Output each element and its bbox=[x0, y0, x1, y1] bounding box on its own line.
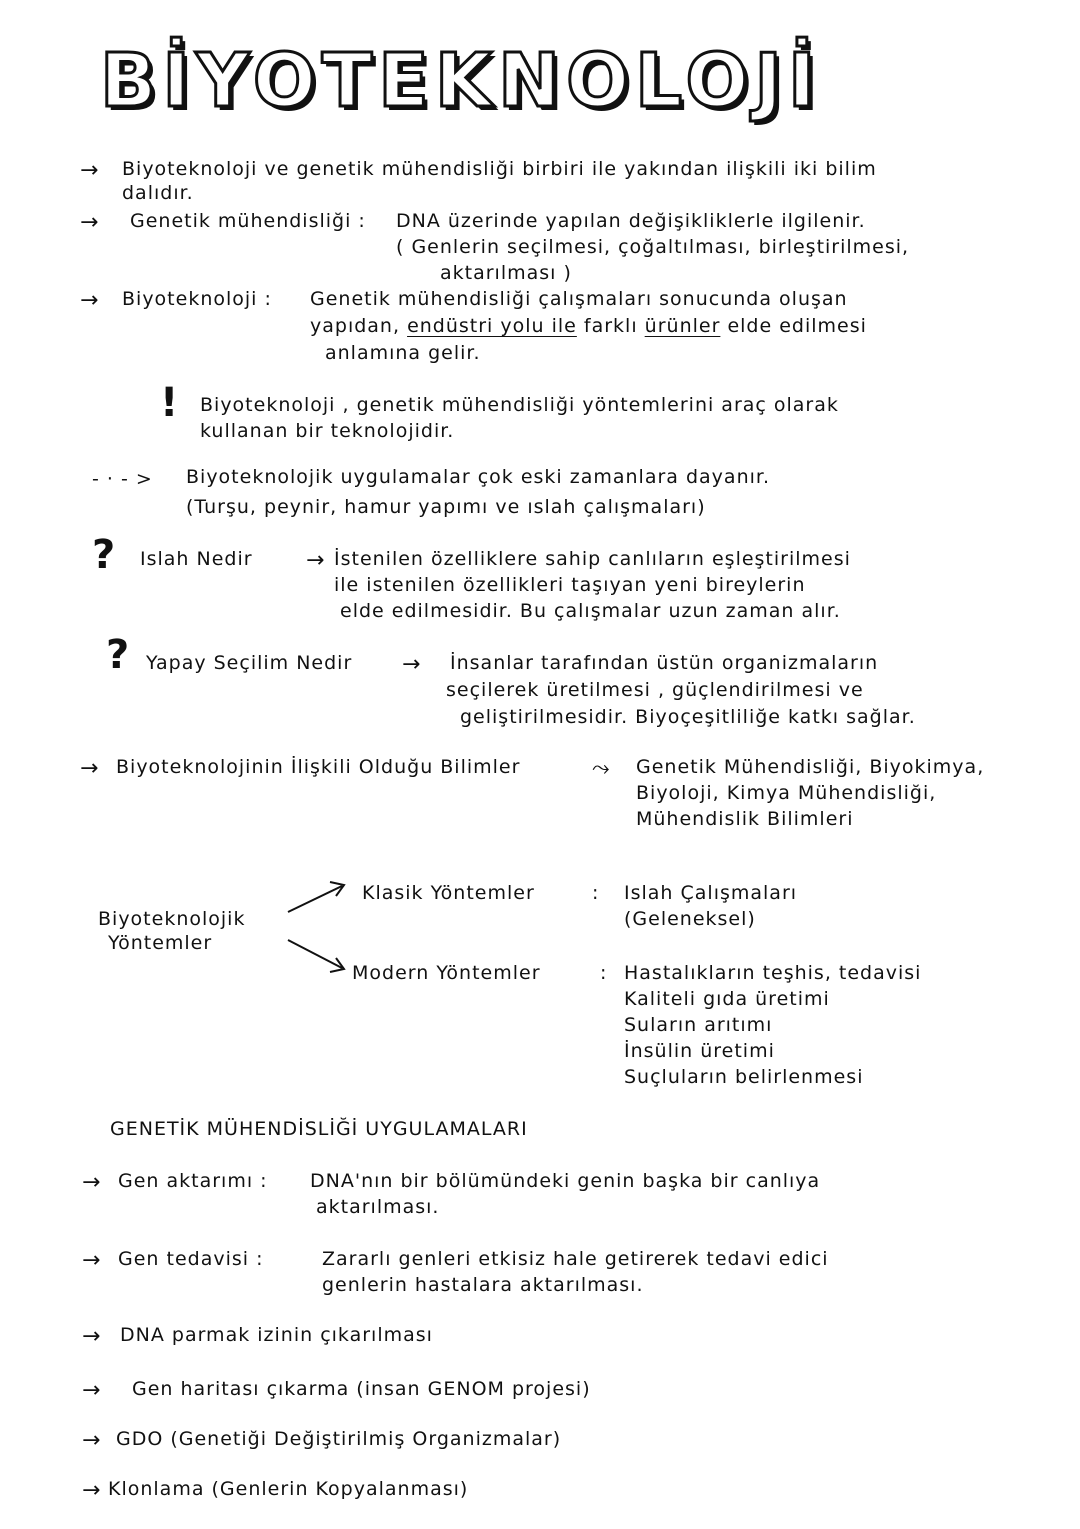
artificial-line-2: seçilerek üretilmesi , güçlendirilmesi ve bbox=[446, 679, 864, 701]
gene-transfer-label: Gen aktarımı : bbox=[118, 1170, 268, 1192]
arrow-icon: → bbox=[82, 1248, 101, 1273]
arrow-icon: → bbox=[82, 1170, 101, 1195]
gene-therapy-label: Gen tedavisi : bbox=[118, 1248, 264, 1270]
classic-line-2: (Geleneksel) bbox=[624, 908, 756, 930]
dashed-arrow-icon: - · - > bbox=[92, 468, 153, 490]
curly-arrow-icon: ⤳ bbox=[592, 756, 610, 781]
dna-fingerprint: DNA parmak izinin çıkarılması bbox=[120, 1324, 433, 1346]
gmo: GDO (Genetiği Değiştirilmiş Organizmalar) bbox=[116, 1428, 562, 1450]
artificial-line-3: geliştirilmesidir. Biyoçeşitliliğe katkı sağlar. bbox=[460, 706, 916, 728]
gene-transfer-line-2: aktarılması. bbox=[316, 1196, 440, 1218]
modern-item: Suların arıtımı bbox=[624, 1014, 773, 1036]
biotech-def-line-1: Genetik mühendisliği çalışmaları sonucunda oluşan bbox=[310, 288, 848, 310]
biotech-def-label: Biyoteknoloji : bbox=[122, 288, 272, 310]
islah-label: Islah Nedir bbox=[140, 548, 253, 570]
applications-heading: GENETİK MÜHENDİSLİĞİ UYGULAMALARI bbox=[110, 1118, 528, 1140]
gene-therapy-line-2: genlerin hastalara aktarılması. bbox=[322, 1274, 644, 1296]
arrow-icon: → bbox=[306, 548, 325, 573]
biotech-def-line-2e: elde edilmesi bbox=[727, 315, 867, 337]
genetic-eng-line-3: aktarılması ) bbox=[440, 262, 572, 284]
question-icon: ? bbox=[92, 532, 116, 578]
arrow-icon: → bbox=[82, 1324, 101, 1349]
modern-item: Kaliteli gıda üretimi bbox=[624, 988, 830, 1010]
note-line-1: Biyoteknoloji , genetik mühendisliği yöntemlerini araç olarak bbox=[200, 394, 839, 416]
arrow-icon: → bbox=[80, 158, 99, 183]
note-line-2: kullanan bir teknolojidir. bbox=[200, 420, 455, 442]
genetic-eng-label: Genetik mühendisliği : bbox=[130, 210, 366, 232]
biotech-def-line-3: anlamına gelir. bbox=[325, 342, 481, 364]
methods-root-line-2: Yöntemler bbox=[108, 932, 213, 954]
related-line-2: Biyoloji, Kimya Mühendisliği, bbox=[636, 782, 937, 804]
gene-therapy-line-1: Zararlı genleri etkisiz hale getirerek tedavi edici bbox=[322, 1248, 829, 1270]
cloning: Klonlama (Genlerin Kopyalanması) bbox=[108, 1478, 469, 1500]
classic-branch-line bbox=[288, 886, 342, 912]
arrow-icon: → bbox=[82, 1428, 101, 1453]
modern-item: Hastalıkların teşhis, tedavisi bbox=[624, 962, 922, 984]
arrow-icon: → bbox=[80, 288, 99, 313]
gene-transfer-line-1: DNA'nın bir bölümündeki genin başka bir canlıya bbox=[310, 1170, 821, 1192]
modern-colon: : bbox=[600, 962, 608, 984]
artificial-label: Yapay Seçilim Nedir bbox=[146, 652, 353, 674]
genetic-eng-line-1: DNA üzerinde yapılan değişikliklerle ilgilenir. bbox=[396, 210, 866, 232]
classic-colon: : bbox=[592, 882, 600, 904]
intro-line-1: Biyoteknoloji ve genetik mühendisliği birbiri ile yakından ilişkili iki bilim bbox=[122, 158, 877, 180]
question-icon: ? bbox=[106, 632, 130, 678]
islah-line-1: İstenilen özelliklere sahip canlıların eşleştirilmesi bbox=[334, 548, 851, 570]
arrow-icon: → bbox=[80, 210, 99, 235]
modern-item: İnsülin üretimi bbox=[624, 1040, 775, 1062]
classic-line-1: Islah Çalışmaları bbox=[624, 882, 798, 904]
biotech-def-line-2a: yapıdan, bbox=[310, 315, 401, 337]
islah-line-3: elde edilmesidir. Bu çalışmalar uzun zaman alır. bbox=[340, 600, 841, 622]
history-line-2: (Turşu, peynir, hamur yapımı ve ıslah çalışmaları) bbox=[186, 496, 706, 518]
arrow-icon: → bbox=[82, 1478, 101, 1503]
modern-branch-line bbox=[288, 940, 342, 968]
arrow-icon: → bbox=[82, 1378, 101, 1403]
arrow-icon: → bbox=[80, 756, 99, 781]
related-label: Biyoteknolojinin İlişkili Olduğu Bilimler bbox=[116, 756, 521, 778]
related-line-3: Mühendislik Bilimleri bbox=[636, 808, 854, 830]
methods-root-line-1: Biyoteknolojik bbox=[98, 908, 246, 930]
history-line-1: Biyoteknolojik uygulamalar çok eski zamanlara dayanır. bbox=[186, 466, 770, 488]
islah-line-2: ile istenilen özellikleri taşıyan yeni bireylerin bbox=[334, 574, 806, 596]
biotech-def-line-2d: ürünler bbox=[644, 315, 721, 337]
related-line-1: Genetik Mühendisliği, Biyokimya, bbox=[636, 756, 985, 778]
biotech-def-line-2b: endüstri yolu ile bbox=[407, 315, 577, 337]
modern-item: Suçluların belirlenmesi bbox=[624, 1066, 864, 1088]
gene-map: Gen haritası çıkarma (insan GENOM projesi) bbox=[132, 1378, 591, 1400]
page-title: BİYOTEKNOLOJİ bbox=[100, 38, 822, 124]
intro-line-2: dalıdır. bbox=[122, 182, 194, 204]
exclamation-icon: ! bbox=[160, 380, 179, 426]
genetic-eng-line-2: ( Genlerin seçilmesi, çoğaltılması, birleştirilmesi, bbox=[396, 236, 910, 258]
modern-methods-label: Modern Yöntemler bbox=[352, 962, 541, 984]
arrow-icon: → bbox=[402, 652, 421, 677]
artificial-line-1: İnsanlar tarafından üstün organizmaların bbox=[450, 652, 879, 674]
classic-methods-label: Klasik Yöntemler bbox=[362, 882, 535, 904]
biotech-def-line-2c: farklı bbox=[583, 315, 638, 337]
